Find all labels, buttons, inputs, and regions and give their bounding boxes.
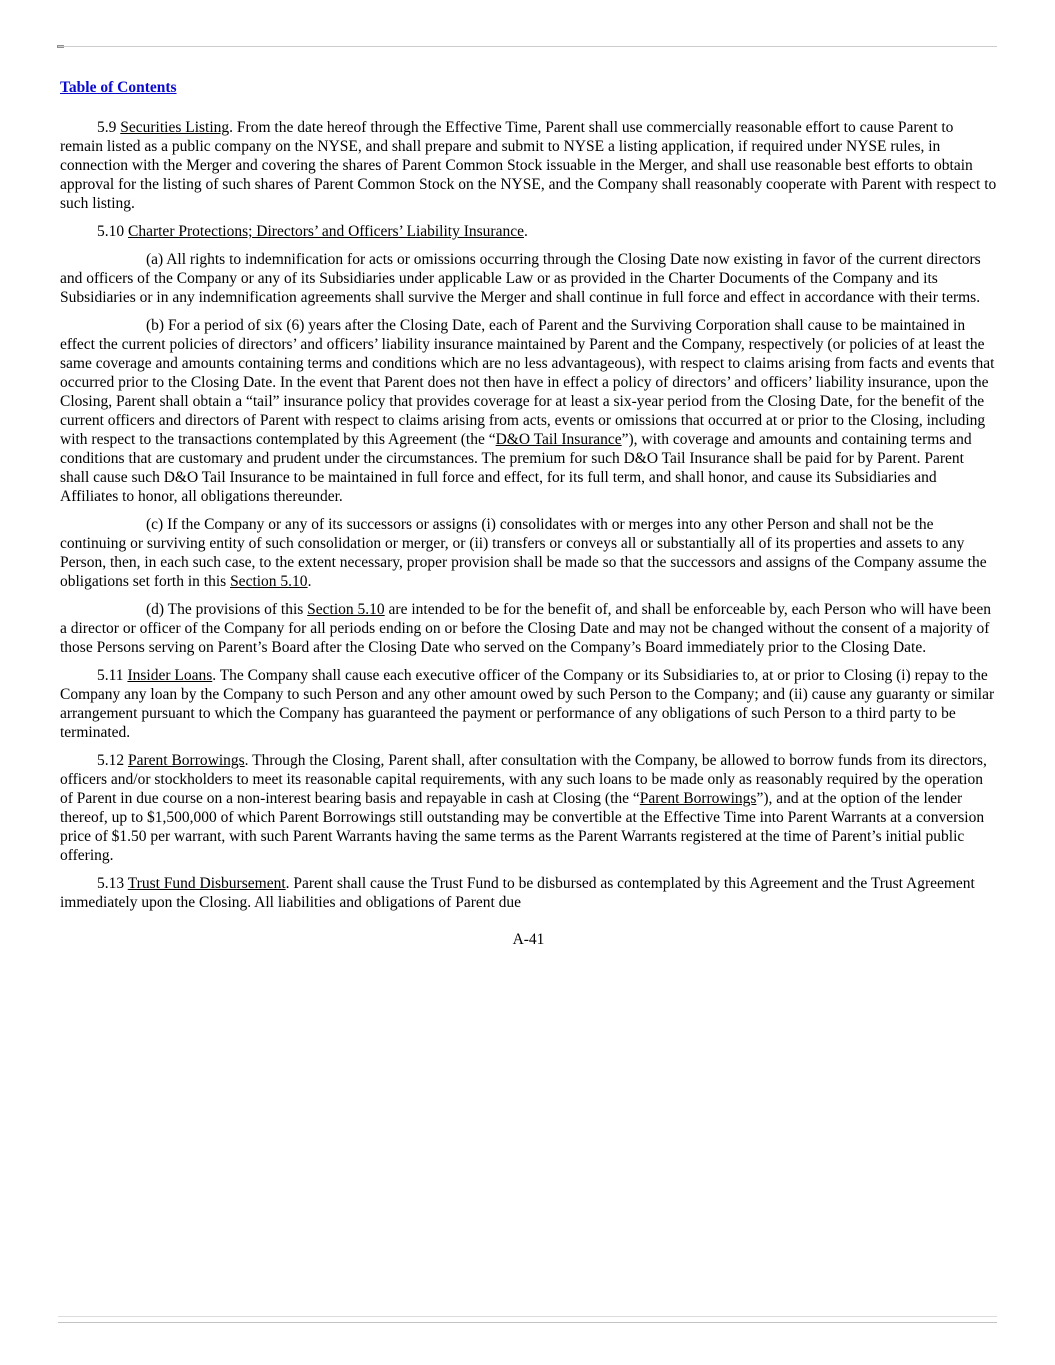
section-title: Charter Protections; Directors’ and Officers’ Liability Insurance bbox=[128, 223, 524, 240]
paragraph-text: ”), and at the option of the lender thereof, up to $1,500,000 of which Parent Borrowings still outstanding may be convertible at the Effective Time into Parent Warrants at a conversion price of $1.50 per warrant, with such Parent Warrants having the same terms as the Parent Warrants registered at the time of Parent’s initial public offering. bbox=[60, 790, 985, 864]
cross-reference-section-5-10: Section 5.10 bbox=[307, 601, 385, 618]
paragraph-trust-fund-disbursement bbox=[60, 874, 997, 912]
section-number: 5.11 bbox=[97, 667, 128, 684]
table-of-contents-link[interactable]: Table of Contents bbox=[60, 79, 177, 96]
section-number: 5.13 bbox=[97, 875, 128, 892]
section-number: 5.10 bbox=[97, 223, 128, 240]
paragraph-charter-protections-b bbox=[60, 316, 997, 506]
paragraph-text: are intended to be for the benefit of, and shall be enforceable by, each Person who will have been a director or officer of the Company for all periods ending on or before the Closing Date and may not be changed without the consent of a majority of those Persons serving on Parent’s Board after the Closing Date who served on the Company’s Board immediately prior to the Closing Date. bbox=[60, 601, 991, 656]
paragraph-text: . Parent shall cause the Trust Fund to be disbursed as contemplated by this Agreement and the Trust Agreement immediately upon the Closing. All liabilities and obligations of Parent due bbox=[60, 875, 975, 911]
bottom-divider-upper bbox=[58, 1316, 997, 1317]
section-title: Securities Listing bbox=[120, 119, 230, 136]
top-divider bbox=[58, 46, 997, 47]
paragraph-text: (d) The provisions of this bbox=[146, 601, 308, 618]
paragraph-text: . bbox=[523, 223, 528, 240]
paragraph-charter-protections-c bbox=[60, 515, 997, 591]
section-number: 5.12 bbox=[97, 752, 128, 769]
defined-term-do-tail-insurance: D&O Tail Insurance bbox=[495, 431, 622, 448]
paragraph-charter-protections-a bbox=[60, 250, 997, 307]
defined-term-parent-borrowings: Parent Borrowings bbox=[639, 790, 757, 807]
section-title: Insider Loans bbox=[127, 667, 213, 684]
paragraph-charter-protections-d bbox=[60, 600, 997, 657]
paragraph-text: . Through the Closing, Parent shall, after consultation with the Company, be allowed to borrow funds from its directors, officers and/or stockholders to meet its reasonable capital requirements, with any such loans to be made only as reasonably required by the operation of Parent in due course on a non-interest bearing basis and repayable in cash at Closing (the “ bbox=[60, 752, 987, 807]
paragraph-text: (b) For a period of six (6) years after the Closing Date, each of Parent and the Surviving Corporation shall cause to be maintained in effect the current policies of directors’ and officers’ liability insurance maintained by Parent and the Company, respectively (or policies of at least the same coverage and amounts containing terms and conditions which are no less advantageous), with respect to claims arising from facts and events that occurred prior to the Closing Date. In the event that Parent does not then have in effect a policy of directors’ and officers’ liability insurance, upon the Closing, Parent shall obtain a “tail” insurance policy that provides coverage for at least a six-year period from the Closing Date, for the benefit of the current officers and directors of Parent with respect to claims arising from acts, events or omissions that occurred at or prior to the Closing, including with respect to the transactions contemplated by this Agreement (the “ bbox=[60, 317, 995, 448]
section-number: 5.9 bbox=[97, 119, 121, 136]
document-body bbox=[60, 118, 997, 949]
bottom-divider-lower bbox=[58, 1322, 997, 1323]
paragraph-text: . From the date hereof through the Effective Time, Parent shall use commercially reasonable effort to cause Parent to remain listed as a public company on the NYSE, and shall prepare and submit to NYSE a listing application, if required under NYSE rules, in connection with the Merger and covering the shares of Parent Common Stock issuable in the Merger, and shall use reasonable best efforts to obtain approval for the listing of such shares of Parent Common Stock on the NYSE, and the Company shall reasonably cooperate with Parent with respect to such listing. bbox=[60, 119, 997, 212]
page-number: A-41 bbox=[512, 931, 545, 948]
paragraph-text: . The Company shall cause each executive officer of the Company or its Subsidiaries to, at or prior to Closing (i) repay to the Company any loan by the Company to such Person and any other amount owed by such Person to the Company; and (ii) cause any guaranty or similar arrangement pursuant to which the Company has guaranteed the payment or performance of any obligations of such Person to a third party to be terminated. bbox=[60, 667, 995, 741]
paragraph-parent-borrowings bbox=[60, 751, 997, 865]
paragraph-text: (a) All rights to indemnification for acts or omissions occurring through the Closing Date now existing in favor of the current directors and officers of the Company or any of its Subsidiaries under applicable Law or as provided in the Charter Documents of the Company and its Subsidiaries or in any indemnification agreements shall survive the Merger and shall continue in full force and effect in accordance with their terms. bbox=[60, 251, 981, 306]
cross-reference-section-5-10: Section 5.10 bbox=[230, 573, 308, 590]
paragraph-securities-listing bbox=[60, 118, 997, 213]
section-title: Trust Fund Disbursement bbox=[127, 875, 286, 892]
paragraph-charter-protections-heading bbox=[60, 222, 997, 241]
paragraph-text: (c) If the Company or any of its successors or assigns (i) consolidates with or merges into any other Person and shall not be the continuing or surviving entity of such consolidation or merger, or (ii) transfers or conveys all or substantially all of its properties and assets to any Person, then, in each such case, to the extent necessary, proper provision shall be made so that the successors and assigns of the Company assume the obligations set forth in this bbox=[60, 516, 987, 590]
paragraph-text: ”), with coverage and amounts and containing terms and conditions that are customary and prudent under the circumstances. The premium for such D&O Tail Insurance shall be paid for by Parent. Parent shall cause such D&O Tail Insurance to be maintained in full force and effect, for its full term, and shall honor, and cause its Subsidiaries and Affiliates to honor, all obligations thereunder. bbox=[60, 431, 972, 505]
paragraph-insider-loans bbox=[60, 666, 997, 742]
paragraph-text: . bbox=[307, 573, 312, 590]
section-title: Parent Borrowings bbox=[128, 752, 245, 769]
